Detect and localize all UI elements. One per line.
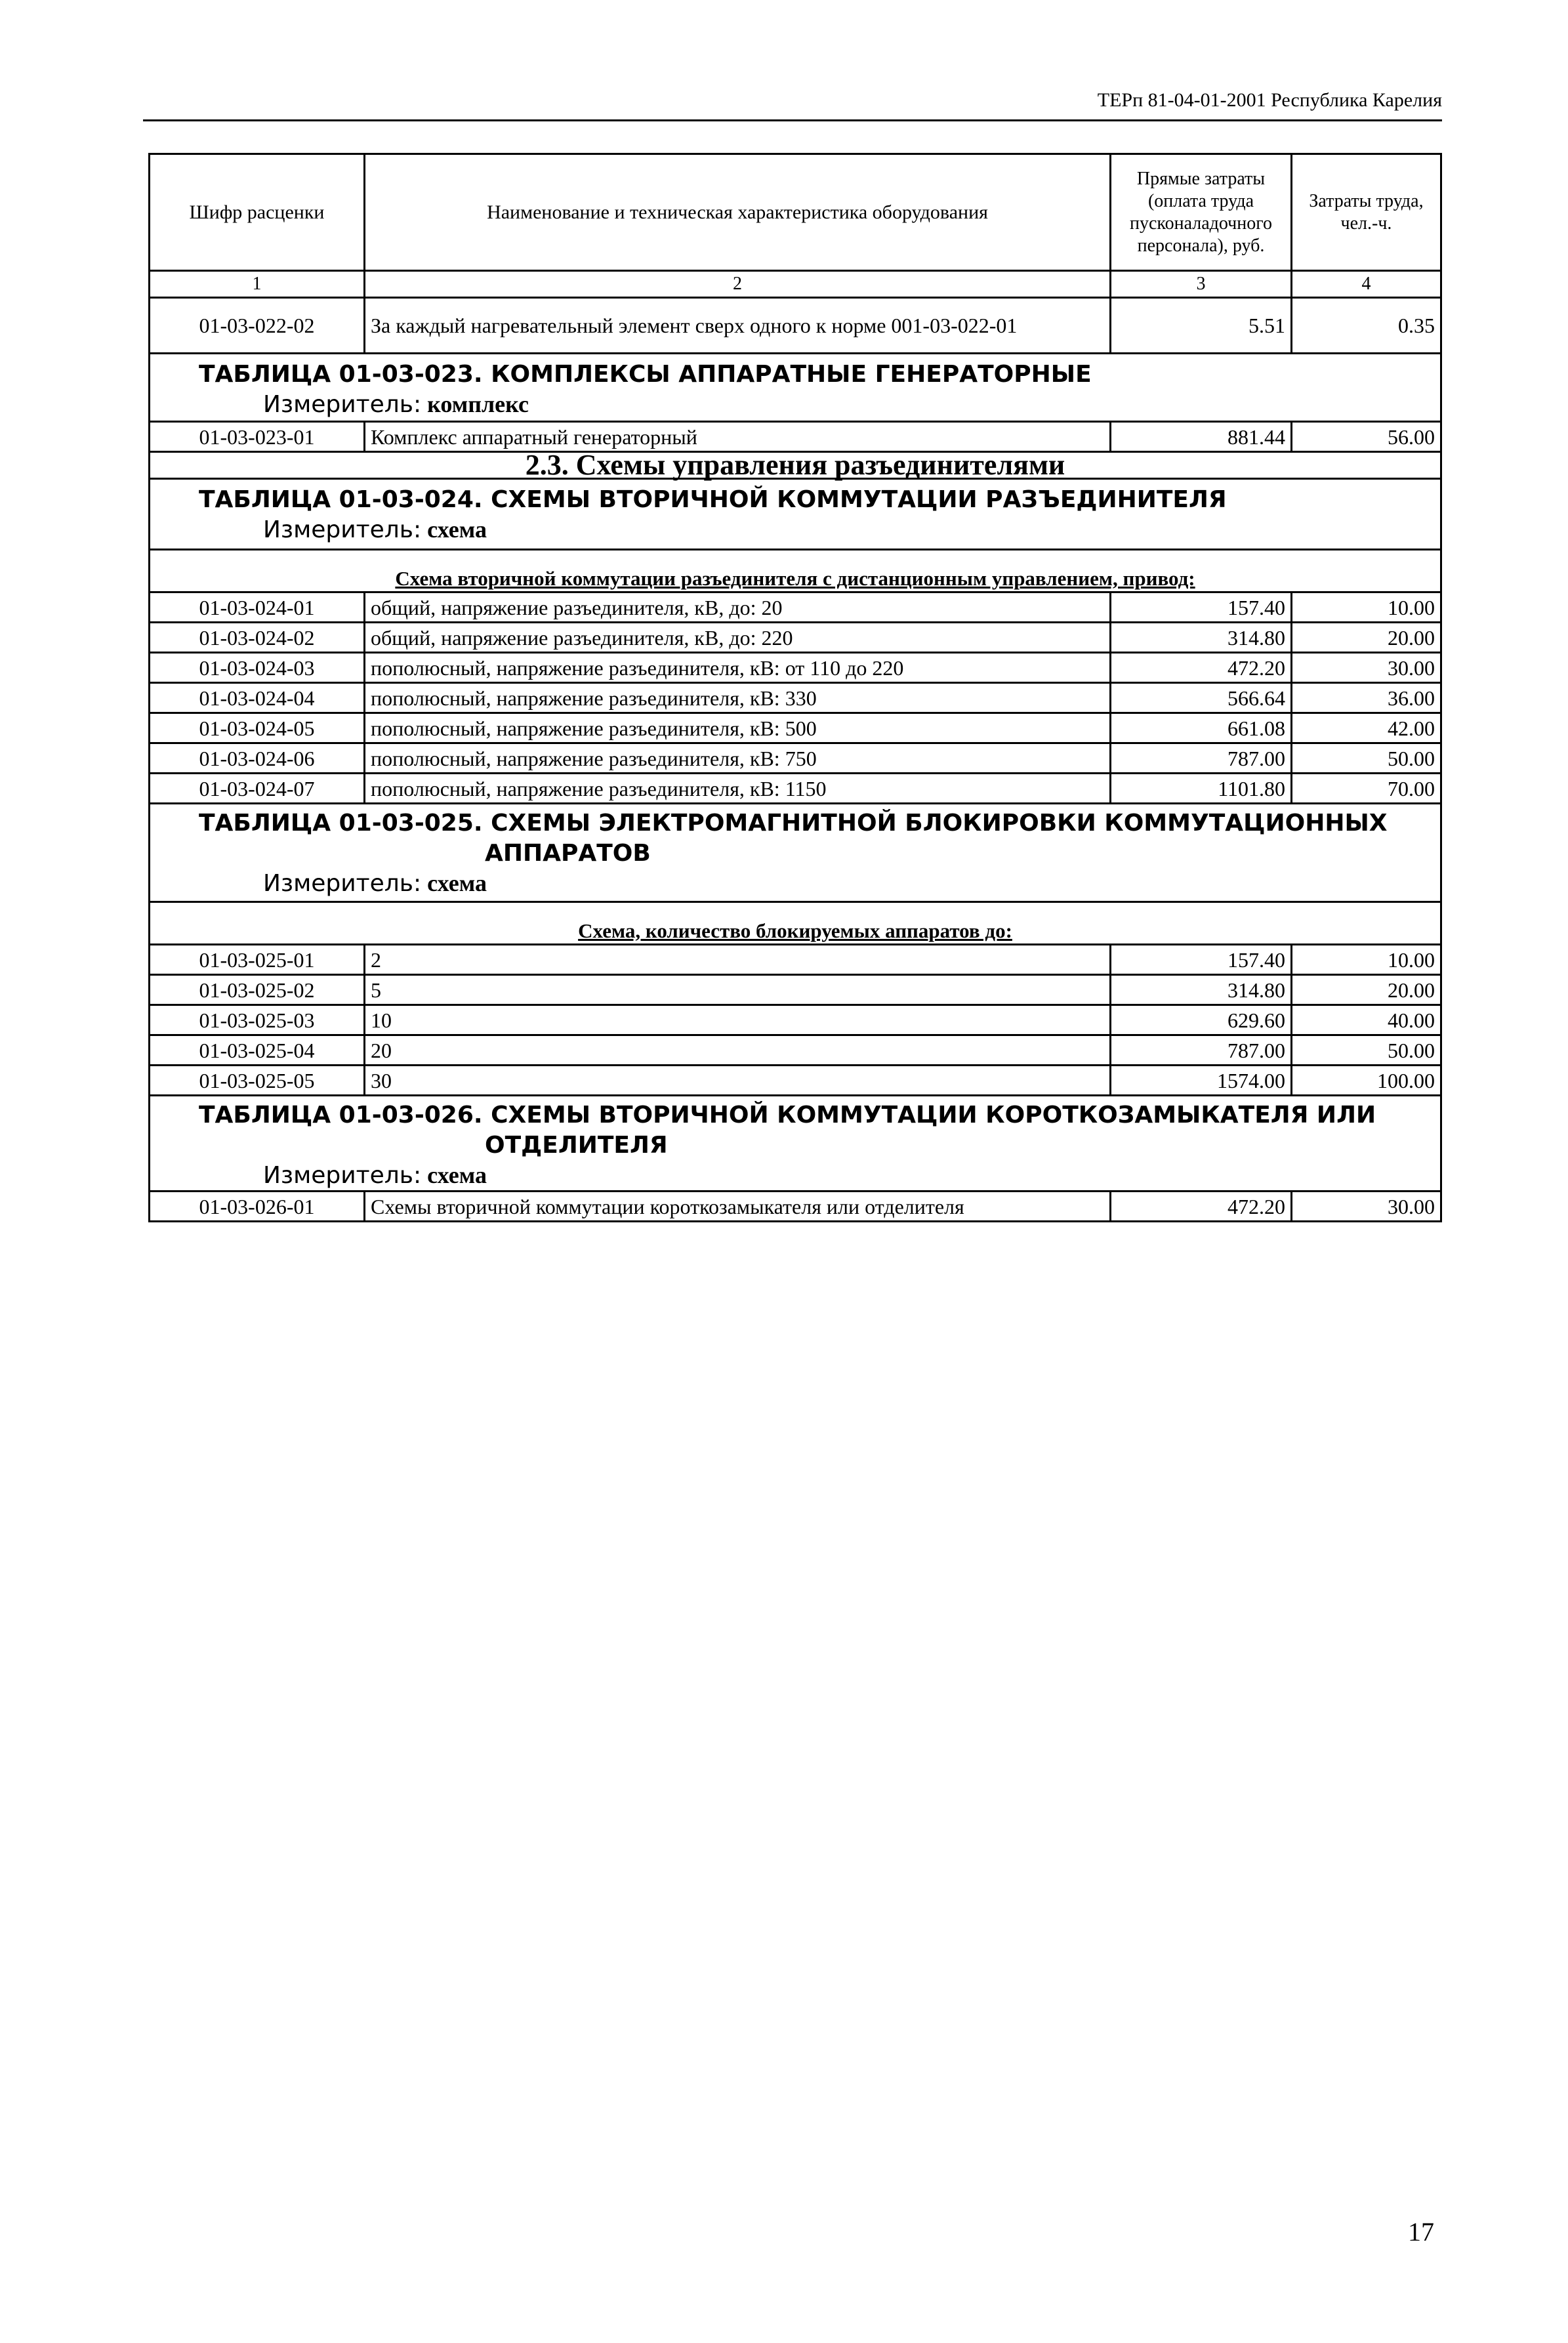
- column-header-cost: Прямые затраты (оплата труда пусконаладочного персонала), руб.: [1111, 154, 1292, 271]
- column-header-row: [150, 154, 1441, 271]
- meter-label: Измеритель:: [263, 870, 422, 897]
- table-024-title: ТАБЛИЦА 01-03-024. СХЕМЫ ВТОРИЧНОЙ КОММУТАЦИИ РАЗЪЕДИНИТЕЛЯ: [199, 486, 1227, 513]
- table-023-meter: [199, 390, 1435, 419]
- row-labor: 20.00: [1292, 975, 1441, 1005]
- table-row: [150, 683, 1441, 713]
- row-code: 01-03-024-04: [150, 683, 365, 713]
- table-row: [150, 713, 1441, 743]
- row-labor: 50.00: [1292, 1035, 1441, 1066]
- row-code: 01-03-024-05: [150, 713, 365, 743]
- table-024-group-label: Схема вторичной коммутации разъединителя с дистанционным управлением, привод:: [395, 567, 1195, 590]
- table-025-title: ТАБЛИЦА 01-03-025. СХЕМЫ ЭЛЕКТРОМАГНИТНОЙ БЛОКИРОВКИ КОММУТАЦИОННЫХ: [199, 810, 1388, 837]
- table-row: [150, 975, 1441, 1005]
- row-cost: 1101.80: [1111, 774, 1292, 804]
- table-023-title-row: [150, 354, 1441, 422]
- row-labor: 42.00: [1292, 713, 1441, 743]
- row-cost: 787.00: [1111, 1035, 1292, 1066]
- row-code: 01-03-023-01: [150, 422, 365, 452]
- price-table: [148, 153, 1442, 1222]
- row-cost: 314.80: [1111, 975, 1292, 1005]
- document-reference: ТЕРп 81-04-01-2001 Республика Карелия: [1097, 89, 1442, 111]
- row-name: Схемы вторичной коммутации короткозамыкателя или отделителя: [365, 1192, 1111, 1222]
- row-name: 20: [365, 1035, 1111, 1066]
- row-name: пополюсный, напряжение разъединителя, кВ: 500: [365, 713, 1111, 743]
- table-026-title: ТАБЛИЦА 01-03-026. СХЕМЫ ВТОРИЧНОЙ КОММУТАЦИИ КОРОТКОЗАМЫКАТЕЛЯ ИЛИ: [199, 1102, 1376, 1129]
- row-name: пополюсный, напряжение разъединителя, кВ: 1150: [365, 774, 1111, 804]
- table-row: [150, 592, 1441, 623]
- row-cost: 1574.00: [1111, 1066, 1292, 1096]
- table-row: [150, 743, 1441, 774]
- row-cost: 157.40: [1111, 592, 1292, 623]
- row-code: 01-03-025-01: [150, 945, 365, 975]
- row-labor: 40.00: [1292, 1005, 1441, 1035]
- row-name: 10: [365, 1005, 1111, 1035]
- table-row: [150, 1066, 1441, 1096]
- row-cost: 881.44: [1111, 422, 1292, 452]
- table-025-title-row: [150, 804, 1441, 902]
- row-name: общий, напряжение разъединителя, кВ, до: 20: [365, 592, 1111, 623]
- table-024-title-row: [150, 479, 1441, 550]
- table-024-group-row: [150, 550, 1441, 592]
- row-name: Комплекс аппаратный генераторный: [365, 422, 1111, 452]
- row-labor: 36.00: [1292, 683, 1441, 713]
- section-title: 2.3. Схемы управления разъединителями: [150, 452, 1441, 479]
- row-labor: 56.00: [1292, 422, 1441, 452]
- meter-value: схема: [427, 1162, 487, 1188]
- meter-label: Измеритель:: [263, 1162, 422, 1189]
- table-row: [150, 623, 1441, 653]
- table-row: [150, 298, 1441, 354]
- row-code: 01-03-025-03: [150, 1005, 365, 1035]
- row-code: 01-03-025-05: [150, 1066, 365, 1096]
- row-code: 01-03-024-01: [150, 592, 365, 623]
- table-026-title-cont: ОТДЕЛИТЕЛЯ: [485, 1132, 668, 1159]
- table-row: [150, 1192, 1441, 1222]
- row-labor: 0.35: [1292, 298, 1441, 354]
- column-number: 2: [365, 271, 1111, 298]
- row-name: За каждый нагревательный элемент сверх одного к норме 001-03-022-01: [365, 298, 1111, 354]
- table-026-title-row: [150, 1096, 1441, 1192]
- table-025-title-cont: АППАРАТОВ: [485, 840, 651, 867]
- row-code: 01-03-024-02: [150, 623, 365, 653]
- row-name: 30: [365, 1066, 1111, 1096]
- row-labor: 50.00: [1292, 743, 1441, 774]
- row-name: пополюсный, напряжение разъединителя, кВ: 330: [365, 683, 1111, 713]
- column-header-name: Наименование и техническая характеристика оборудования: [365, 154, 1111, 271]
- row-code: 01-03-025-02: [150, 975, 365, 1005]
- row-labor: 30.00: [1292, 653, 1441, 683]
- row-cost: 472.20: [1111, 1192, 1292, 1222]
- row-name: 2: [365, 945, 1111, 975]
- table-025-group-label: Схема, количество блокируемых аппаратов до:: [578, 919, 1012, 942]
- row-name: 5: [365, 975, 1111, 1005]
- column-header-code: Шифр расценки: [150, 154, 365, 271]
- row-labor: 30.00: [1292, 1192, 1441, 1222]
- table-row: [150, 774, 1441, 804]
- row-cost: 566.64: [1111, 683, 1292, 713]
- header-rule: [143, 119, 1442, 121]
- meter-value: схема: [427, 516, 487, 543]
- column-number-row: [150, 271, 1441, 298]
- column-number: 4: [1292, 271, 1441, 298]
- meter-label: Измеритель:: [263, 391, 422, 418]
- row-name: пополюсный, напряжение разъединителя, кВ: от 110 до 220: [365, 653, 1111, 683]
- row-code: 01-03-026-01: [150, 1192, 365, 1222]
- table-row: [150, 1035, 1441, 1066]
- table-023-title: ТАБЛИЦА 01-03-023. КОМПЛЕКСЫ АППАРАТНЫЕ ГЕНЕРАТОРНЫЕ: [199, 361, 1092, 388]
- row-cost: 5.51: [1111, 298, 1292, 354]
- table-row: [150, 422, 1441, 452]
- table-025-meter: [199, 869, 1435, 898]
- table-row: [150, 1005, 1441, 1035]
- row-name: пополюсный, напряжение разъединителя, кВ: 750: [365, 743, 1111, 774]
- table-row: [150, 945, 1441, 975]
- row-cost: 787.00: [1111, 743, 1292, 774]
- table-024-meter: [199, 515, 1435, 545]
- table-025-group-row: [150, 902, 1441, 945]
- row-code: 01-03-024-07: [150, 774, 365, 804]
- column-number: 3: [1111, 271, 1292, 298]
- table-026-meter: [199, 1161, 1435, 1190]
- row-cost: 661.08: [1111, 713, 1292, 743]
- row-labor: 20.00: [1292, 623, 1441, 653]
- meter-value: комплекс: [427, 391, 529, 417]
- row-cost: 472.20: [1111, 653, 1292, 683]
- row-name: общий, напряжение разъединителя, кВ, до: 220: [365, 623, 1111, 653]
- row-cost: 157.40: [1111, 945, 1292, 975]
- section-title-row: [150, 452, 1441, 479]
- row-code: 01-03-025-04: [150, 1035, 365, 1066]
- row-labor: 10.00: [1292, 945, 1441, 975]
- column-number: 1: [150, 271, 365, 298]
- row-labor: 100.00: [1292, 1066, 1441, 1096]
- table-row: [150, 653, 1441, 683]
- row-labor: 70.00: [1292, 774, 1441, 804]
- row-cost: 629.60: [1111, 1005, 1292, 1035]
- row-labor: 10.00: [1292, 592, 1441, 623]
- meter-label: Измеритель:: [263, 516, 422, 543]
- row-cost: 314.80: [1111, 623, 1292, 653]
- column-header-labor: Затраты труда, чел.-ч.: [1292, 154, 1441, 271]
- row-code: 01-03-024-06: [150, 743, 365, 774]
- meter-value: схема: [427, 870, 487, 896]
- row-code: 01-03-022-02: [150, 298, 365, 354]
- row-code: 01-03-024-03: [150, 653, 365, 683]
- page-number: 17: [1408, 2217, 1434, 2247]
